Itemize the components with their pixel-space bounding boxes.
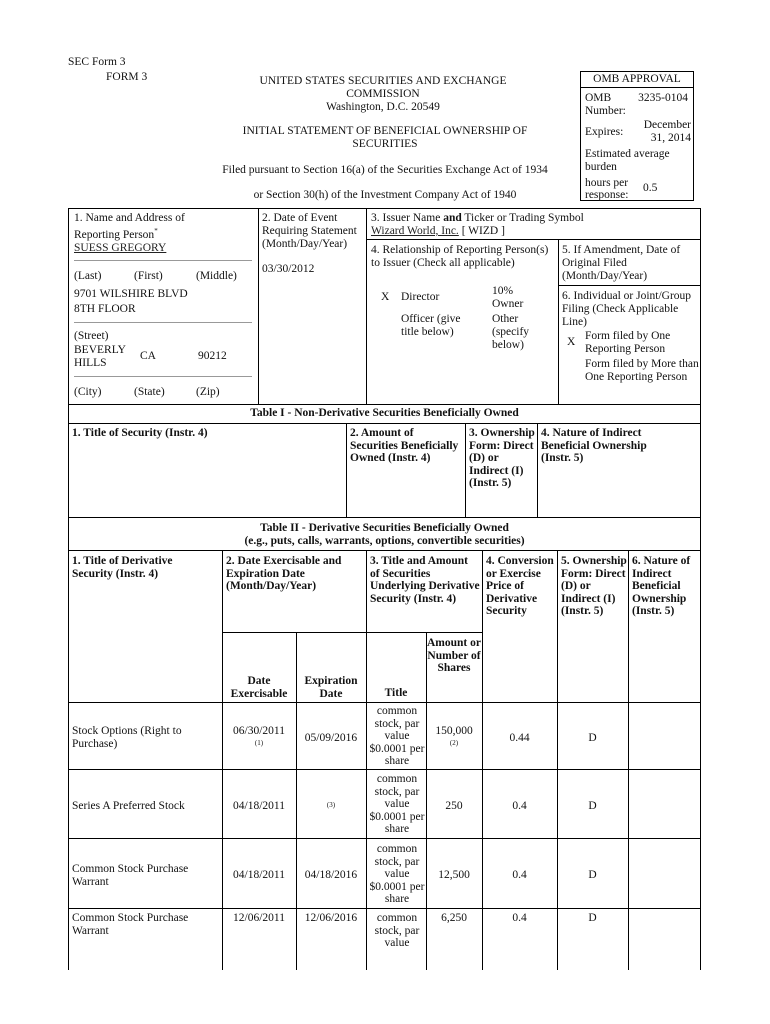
omb-expires-label: Expires:: [585, 126, 624, 138]
ten-percent-owner-label: 10% Owner: [492, 285, 524, 310]
state-label: (State): [134, 386, 165, 398]
box1-label-text: 1. Name and Address of Reporting Person: [74, 212, 185, 241]
box3-label-b: Ticker or Trading Symbol: [464, 212, 584, 224]
agency-city: Washington, D.C. 20549: [326, 101, 440, 113]
box1-label: [74, 212, 214, 242]
row1-form: D: [588, 732, 597, 744]
row3-price: 0.4: [512, 869, 527, 881]
filing-mark: X: [567, 336, 576, 348]
row1-amount: 150,000: [435, 725, 473, 737]
officer-label: Officer (give title below): [401, 313, 461, 338]
row4-amount: 6,250: [441, 912, 467, 924]
subheader-amount: Amount or Number of Shares: [427, 637, 481, 674]
row4-expiration: 12/06/2016: [304, 912, 358, 924]
row3-date-exercisable: 04/18/2011: [233, 869, 285, 881]
filed-line-1: Filed pursuant to Section 16(a) of the Securities Exchange Act of 1934: [222, 164, 548, 176]
row4-form: D: [588, 912, 597, 924]
box5-label: 5. If Amendment, Date of Original Filed (Month/Day/Year): [562, 244, 681, 282]
table2-col1-header: 1. Title of Derivative Security (Instr. 4): [72, 555, 173, 580]
table2-col6-header: 6. Nature of Indirect Beneficial Ownership (Instr. 5): [632, 555, 691, 617]
omb-approval-box: [580, 71, 694, 201]
filed-line-2: or Section 30(h) of the Investment Company Act of 1940: [253, 189, 517, 201]
issuer-line: [371, 225, 505, 237]
table2-subtitle: (e.g., puts, calls, warrants, options, convertible securities): [244, 535, 525, 547]
row2-date-exercisable: 04/18/2011: [233, 800, 285, 812]
table2-col3-header: 3. Title and Amount of Securities Underlying Derivative Security (Instr. 4): [370, 555, 480, 605]
row1-date-footnote: (1): [254, 739, 264, 747]
filing-option-more: Form filed by More than One Reporting Person: [585, 358, 699, 383]
city-value: BEVERLY HILLS: [74, 344, 126, 369]
sec-form-label: SEC Form 3: [68, 56, 126, 68]
table2-col5-header: 5. Ownership Form: Direct (D) or Indirect (I) (Instr. 5): [561, 555, 627, 617]
table2-title: Table II - Derivative Securities Beneficially Owned: [260, 522, 509, 534]
row1-expiration: 05/09/2016: [304, 732, 358, 744]
box4-label: 4. Relationship of Reporting Person(s) to Issuer (Check all applicable): [371, 244, 549, 269]
last-label: (Last): [74, 270, 102, 282]
table2-col4-header: 4. Conversion or Exercise Price of Derivative Security: [486, 555, 554, 617]
table1-col4-header: 4. Nature of Indirect Beneficial Ownership (Instr. 5): [541, 427, 647, 464]
omb-hours-label: hours per response:: [585, 177, 629, 201]
omb-burden-label: Estimated average burden: [585, 148, 670, 173]
ticker-symbol: [ WIZD ]: [461, 225, 505, 237]
other-label: Other (specify below): [492, 313, 530, 351]
reporting-person-name[interactable]: SUESS GREGORY: [74, 242, 167, 254]
row4-date-exercisable: 12/06/2011: [233, 912, 285, 924]
statement-title: INITIAL STATEMENT OF BENEFICIAL OWNERSHIP OF SECURITIES: [242, 125, 528, 150]
agency-title: UNITED STATES SECURITIES AND EXCHANGE COMMISSION: [259, 75, 507, 100]
middle-label: (Middle): [196, 270, 237, 282]
omb-number-value: 3235-0104: [638, 92, 688, 104]
subheader-expiration-date: Expiration Date: [304, 675, 358, 700]
zip-label: (Zip): [196, 386, 220, 398]
director-mark: X: [381, 291, 390, 303]
row3-form: D: [588, 869, 597, 881]
state-value: CA: [140, 350, 156, 362]
row3-amount: 12,500: [438, 869, 470, 881]
row4-security: Common Stock Purchase Warrant: [72, 912, 189, 937]
row3-title: common stock, par value $0.0001 per share: [369, 843, 425, 905]
row1-price: 0.44: [509, 732, 530, 744]
omb-number-label: OMB Number:: [585, 92, 626, 117]
row1-date-exercisable: 06/30/2011: [233, 725, 285, 737]
city-label: (City): [74, 386, 102, 398]
row4-price: 0.4: [512, 912, 527, 924]
row2-form: D: [588, 800, 597, 812]
address-line-2: 8TH FLOOR: [74, 303, 136, 315]
address-line-1: 9701 WILSHIRE BLVD: [74, 288, 188, 300]
row2-amount: 250: [445, 800, 463, 812]
table1-col3-header: 3. Ownership Form: Direct (D) or Indirect (I) (Instr. 5): [469, 427, 535, 489]
zip-value: 90212: [198, 350, 227, 362]
row3-security: Common Stock Purchase Warrant: [72, 863, 189, 888]
issuer-name-link[interactable]: Wizard World, Inc.: [371, 225, 459, 237]
director-label: Director: [401, 291, 440, 303]
row1-security: Stock Options (Right to Purchase): [72, 725, 182, 750]
row2-title: common stock, par value $0.0001 per share: [369, 773, 425, 835]
table1-col2-header: 2. Amount of Securities Beneficially Owned (Instr. 4): [350, 427, 459, 464]
subheader-title: Title: [384, 687, 408, 699]
filing-option-one: Form filed by One Reporting Person: [585, 330, 671, 355]
box3-label-a: 3. Issuer Name: [371, 212, 441, 224]
first-label: (First): [134, 270, 163, 282]
box2-label: 2. Date of Event Requiring Statement (Month/Day/Year): [262, 212, 357, 250]
box6-label: 6. Individual or Joint/Group Filing (Check Applicable Line): [562, 290, 692, 328]
omb-title: OMB APPROVAL: [581, 72, 693, 88]
row2-price: 0.4: [512, 800, 527, 812]
omb-hours-value: 0.5: [643, 182, 658, 194]
street-label: (Street): [74, 330, 109, 342]
row2-expiration-footnote: (3): [326, 801, 336, 809]
table1-col1-header: 1. Title of Security (Instr. 4): [72, 427, 208, 439]
box3-label-and: and: [443, 212, 462, 224]
table2-col2-header: 2. Date Exercisable and Expiration Date (Month/Day/Year): [226, 555, 342, 592]
table1-title: Table I - Non-Derivative Securities Beneficially Owned: [250, 407, 519, 419]
box3-label: [371, 212, 697, 224]
row1-title: common stock, par value $0.0001 per share: [369, 705, 425, 767]
row4-title: common stock, par value: [374, 912, 420, 949]
form-label: FORM 3: [106, 71, 148, 83]
row2-security: Series A Preferred Stock: [72, 800, 185, 812]
omb-expires-value: December 31, 2014: [643, 119, 691, 144]
box1-star: *: [154, 227, 158, 235]
event-date: 03/30/2012: [262, 263, 315, 275]
row3-expiration: 04/18/2016: [304, 869, 358, 881]
row1-amount-footnote: (2): [449, 739, 459, 747]
subheader-date-exercisable: Date Exercisable: [230, 675, 288, 700]
